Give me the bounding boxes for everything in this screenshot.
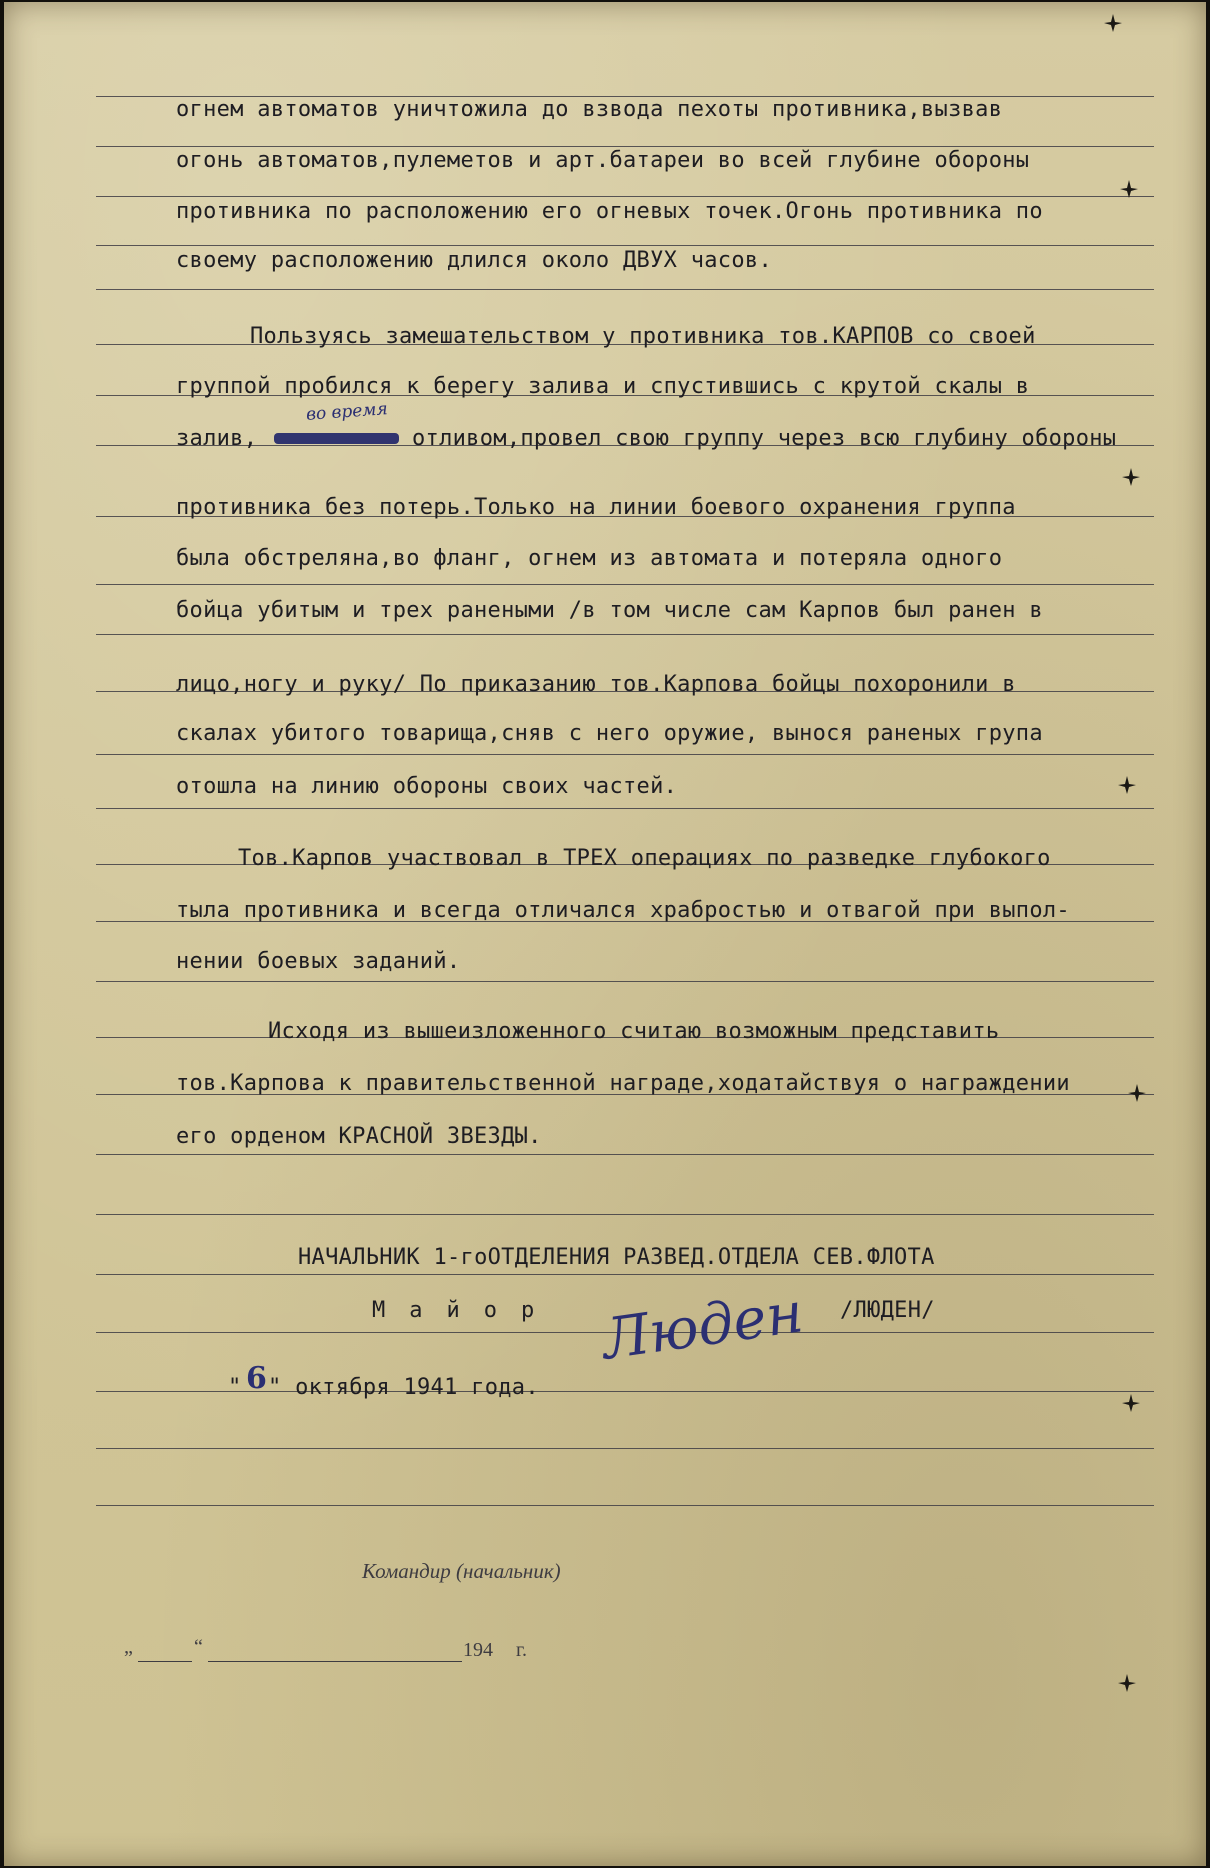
ruled-line [96, 1154, 1154, 1155]
perforation-mark-icon [1120, 1392, 1142, 1414]
body-line: лицо,ногу и руку/ По приказанию тов.Карпова бойцы похоронили в [176, 672, 1016, 697]
body-line: отошла на линию обороны своих частей. [176, 774, 678, 799]
ruled-line [96, 289, 1154, 290]
perforation-mark-icon [1120, 466, 1142, 488]
ruled-line [96, 584, 1154, 585]
year-suffix: г. [516, 1639, 527, 1661]
struck-out-word [274, 433, 399, 444]
date-prefix: " [228, 1375, 242, 1400]
signer-name: /ЛЮДЕН/ [840, 1298, 935, 1323]
day-blank [138, 1661, 192, 1662]
perforation-mark-icon [1126, 1082, 1148, 1104]
rank: Майор [372, 1298, 559, 1323]
perforation-mark-icon [1118, 178, 1140, 200]
ruled-line [96, 981, 1154, 982]
ruled-line [96, 808, 1154, 809]
body-line: была обстреляна,во фланг, огнем из автомата и потеряла одного [176, 546, 1003, 571]
date-day: 6 [246, 1361, 267, 1396]
ruled-line [96, 196, 1154, 197]
body-line: Пользуясь замешательством у противника тов.КАРПОВ со своей [250, 324, 1036, 349]
body-line: Тов.Карпов участвовал в ТРЕХ операциях по разведке глубокого [238, 846, 1051, 871]
ruled-line [96, 146, 1154, 147]
ruled-line [96, 1274, 1154, 1275]
document-page [4, 2, 1206, 1866]
body-line: Исходя из вышеизложенного считаю возможным представить [268, 1019, 1000, 1044]
body-line: отливом,провел свою группу через всю глубину обороны [412, 426, 1117, 451]
body-line: нении боевых заданий. [176, 949, 461, 974]
body-line: огонь автоматов,пулеметов и арт.батареи во всей глубине обороны [176, 148, 1030, 173]
perforation-mark-icon [1102, 12, 1124, 34]
month-blank [208, 1661, 462, 1662]
date-close-quote: “ [194, 1636, 203, 1658]
body-line: огнем автоматов уничтожила до взвода пехоты противника,вызвав [176, 97, 1003, 122]
year-label: 194 [463, 1639, 493, 1661]
body-line: скалах убитого товарища,сняв с него оружие, вынося раненых група [176, 721, 1043, 746]
date-open-quote: „ [124, 1636, 133, 1658]
body-line: залив, [176, 426, 258, 451]
body-line: тов.Карпова к правительственной награде,ходатайствуя о награждении [176, 1071, 1070, 1096]
body-line: тыла противника и всегда отличался храбростью и отвагой при выпол- [176, 898, 1070, 923]
date-rest: " октября 1941 года. [268, 1375, 539, 1400]
body-line: противника по расположению его огневых точек.Огонь противника по [176, 199, 1043, 224]
ruled-line [96, 1214, 1154, 1215]
body-line: группой пробился к берегу залива и спустившись с крутой скалы в [176, 374, 1030, 399]
body-line: противника без потерь.Только на линии боевого охранения группа [176, 495, 1016, 520]
ruled-line [96, 634, 1154, 635]
signature: Люден [598, 1280, 808, 1373]
position-title: НАЧАЛЬНИК 1-гоОТДЕЛЕНИЯ РАЗВЕД.ОТДЕЛА СЕВ.ФЛОТА [298, 1245, 935, 1270]
commander-label: Командир (начальник) [362, 1559, 561, 1583]
perforation-mark-icon [1116, 774, 1138, 796]
body-line: бойца убитым и трех ранеными /в том числе сам Карпов был ранен в [176, 598, 1043, 623]
body-line: его орденом КРАСНОЙ ЗВЕЗДЫ. [176, 1124, 542, 1149]
body-line: своему расположению длился около ДВУХ часов. [176, 248, 772, 273]
perforation-mark-icon [1116, 1672, 1138, 1694]
ruled-line [96, 1505, 1154, 1506]
ruled-line [96, 245, 1154, 246]
ruled-line [96, 754, 1154, 755]
handwritten-insert: во время [305, 399, 389, 425]
ruled-line [96, 1448, 1154, 1449]
